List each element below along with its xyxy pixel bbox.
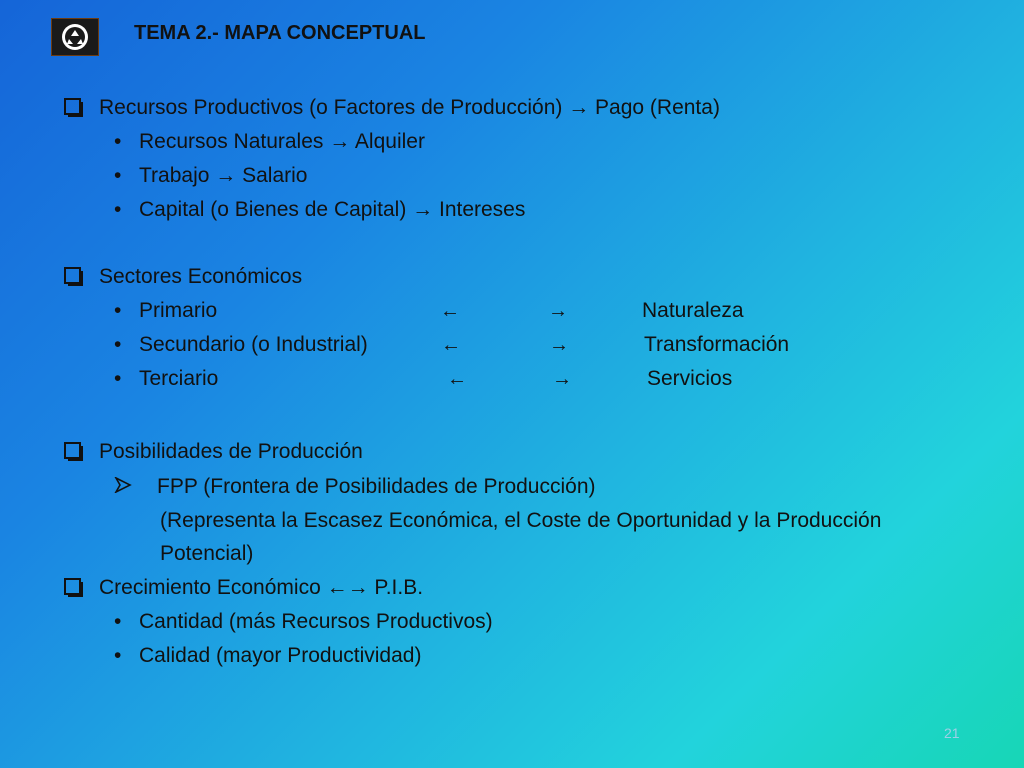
bullet-icon: • (114, 367, 122, 390)
left-arrow-icon: ← (441, 334, 461, 356)
bullet-icon: • (114, 333, 122, 356)
list-item (114, 609, 493, 635)
bullet-icon: • (114, 299, 122, 322)
list-item-text: Trabajo → Salario (139, 164, 308, 187)
sector-value: Naturaleza (642, 299, 744, 322)
sector-name: Terciario (139, 367, 219, 390)
left-arrow-icon: ← (440, 300, 460, 322)
left-arrow-icon: ← (447, 368, 467, 390)
bullet-icon: • (114, 198, 122, 221)
heading-crecimiento (64, 575, 423, 601)
fpp-note-line1: (Representa la Escasez Económica, el Coste de Oportunidad y la Producción (160, 509, 882, 532)
arrowhead-bullet-icon (114, 474, 157, 500)
heading-sectores-text: Sectores Económicos (99, 265, 303, 288)
page-number: 21 (944, 725, 960, 741)
logo (51, 18, 99, 56)
heading-posibilidades-text: Posibilidades de Producción (99, 440, 363, 463)
heading-recursos-text: Recursos Productivos (o Factores de Producción) → Pago (Renta) (99, 96, 720, 119)
heading-sectores (64, 264, 302, 290)
page-title: TEMA 2.- MAPA CONCEPTUAL (134, 22, 426, 44)
bullet-icon: • (114, 130, 122, 153)
sector-row (114, 298, 217, 324)
sub-heading-fpp (114, 474, 596, 500)
sector-name: Secundario (o Industrial) (139, 333, 368, 356)
sector-value: Transformación (644, 333, 790, 356)
bullet-icon: • (114, 610, 122, 633)
list-item (114, 643, 421, 669)
heading-posibilidades (64, 439, 363, 465)
right-arrow-icon: → (548, 300, 568, 322)
heading-crecimiento-text: Crecimiento Económico ←→ P.I.B. (99, 576, 424, 599)
list-item-text: Capital (o Bienes de Capital) → Intereses (139, 198, 526, 221)
bullet-icon: • (114, 164, 122, 187)
sector-name: Primario (139, 299, 218, 322)
heading-recursos (64, 95, 720, 121)
list-item-text: Cantidad (más Recursos Productivos) (139, 610, 493, 633)
right-arrow-icon: → (549, 334, 569, 356)
recycle-icon (60, 22, 90, 52)
fpp-note-line2: Potencial) (160, 542, 254, 565)
sector-row (114, 332, 368, 358)
list-item-text: Recursos Naturales → Alquiler (139, 130, 425, 153)
list-item (114, 197, 525, 223)
bullet-icon: • (114, 644, 122, 667)
checkbox-bullet-icon (64, 267, 81, 284)
list-item (114, 129, 425, 155)
checkbox-bullet-icon (64, 98, 81, 115)
sub-heading-fpp-text: FPP (Frontera de Posibilidades de Producción) (157, 475, 596, 498)
checkbox-bullet-icon (64, 442, 81, 459)
sector-row (114, 366, 218, 392)
list-item (114, 163, 307, 189)
sector-value: Servicios (647, 367, 733, 390)
list-item-text: Calidad (mayor Productividad) (139, 644, 422, 667)
right-arrow-icon: → (552, 368, 572, 390)
checkbox-bullet-icon (64, 578, 81, 595)
